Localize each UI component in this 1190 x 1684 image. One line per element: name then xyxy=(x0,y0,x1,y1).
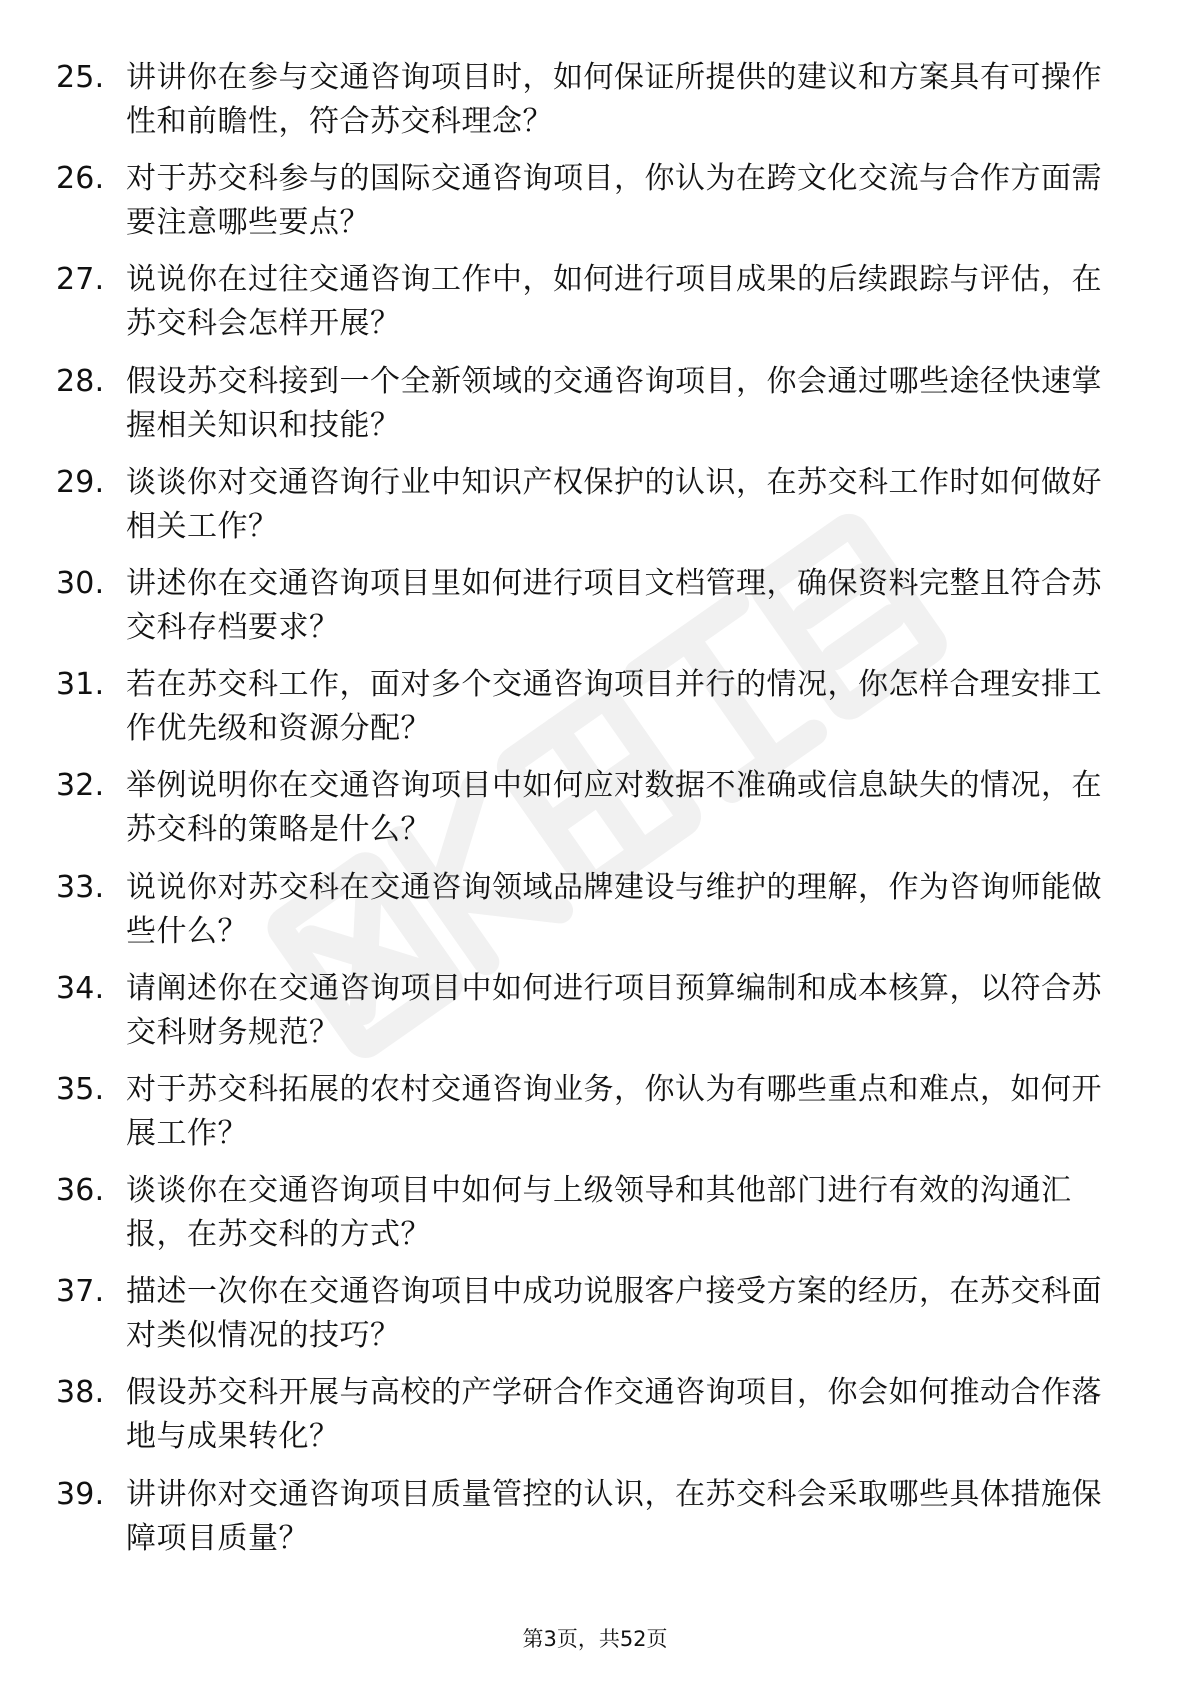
question-text: 假设苏交科接到一个全新领域的交通咨询项目，你会通过哪些途径快速掌握相关知识和技能？ xyxy=(126,363,1102,443)
question-text: 对于苏交科拓展的农村交通咨询业务，你认为有哪些重点和难点，如何开展工作？ xyxy=(126,1071,1102,1151)
question-number: 33. xyxy=(56,869,105,905)
question-text: 对于苏交科参与的国际交通咨询项目，你认为在跨文化交流与合作方面需要注意哪些要点？ xyxy=(126,161,1102,241)
question-text: 请阐述你在交通咨询项目中如何进行项目预算编制和成本核算，以符合苏交科财务规范？ xyxy=(126,970,1102,1050)
question-item xyxy=(56,1473,1136,1567)
question-item xyxy=(56,967,1136,1061)
question-item xyxy=(56,360,1136,454)
question-number: 28. xyxy=(56,363,105,399)
question-number: 30. xyxy=(56,565,105,601)
question-item xyxy=(56,461,1136,555)
question-item xyxy=(56,56,1136,150)
question-text: 讲述你在交通咨询项目里如何进行项目文档管理，确保资料完整且符合苏交科存档要求？ xyxy=(126,565,1102,645)
question-item xyxy=(56,1371,1136,1465)
question-text: 谈谈你在交通咨询项目中如何与上级领导和其他部门进行有效的沟通汇报，在苏交科的方式？ xyxy=(126,1173,1072,1253)
question-number: 29. xyxy=(56,464,105,500)
page-footer xyxy=(0,1625,1190,1653)
question-number: 35. xyxy=(56,1071,105,1107)
question-item xyxy=(56,562,1136,656)
question-number: 31. xyxy=(56,667,105,703)
question-number: 36. xyxy=(56,1173,105,1209)
question-text: 说说你对苏交科在交通咨询领域品牌建设与维护的理解，作为咨询师能做些什么？ xyxy=(126,869,1102,949)
question-number: 39. xyxy=(56,1476,105,1512)
question-text: 描述一次你在交通咨询项目中成功说服客户接受方案的经历，在苏交科面对类似情况的技巧？ xyxy=(126,1274,1102,1354)
question-text: 假设苏交科开展与高校的产学研合作交通咨询项目，你会如何推动合作落地与成果转化？ xyxy=(126,1375,1102,1455)
question-number: 25. xyxy=(56,60,105,95)
question-item xyxy=(56,1068,1136,1162)
question-text: 讲讲你在参与交通咨询项目时，如何保证所提供的建议和方案具有可操作性和前瞻性，符合苏交科理念？ xyxy=(126,60,1102,139)
question-item xyxy=(56,866,1136,960)
question-number: 34. xyxy=(56,970,105,1006)
question-text: 若在苏交科工作，面对多个交通咨询项目并行的情况，你怎样合理安排工作优先级和资源分配？ xyxy=(126,667,1102,747)
question-number: 37. xyxy=(56,1274,105,1310)
question-list xyxy=(56,56,1136,1574)
question-number: 26. xyxy=(56,161,105,197)
question-item xyxy=(56,157,1136,251)
question-text: 谈谈你对交通咨询行业中知识产权保护的认识，在苏交科工作时如何做好相关工作？ xyxy=(126,464,1102,544)
question-item xyxy=(56,764,1136,858)
question-number: 38. xyxy=(56,1375,105,1411)
question-number: 32. xyxy=(56,768,105,804)
question-item xyxy=(56,1169,1136,1263)
question-text: 讲讲你对交通咨询项目质量管控的认识，在苏交科会采取哪些具体措施保障项目质量？ xyxy=(126,1476,1102,1556)
question-number: 27. xyxy=(56,262,105,298)
page-number-label: 第3页，共52页 xyxy=(522,1627,668,1651)
question-text: 说说你在过往交通咨询工作中，如何进行项目成果的后续跟踪与评估，在苏交科会怎样开展？ xyxy=(126,262,1102,342)
question-item xyxy=(56,663,1136,757)
question-item xyxy=(56,258,1136,352)
question-item xyxy=(56,1270,1136,1364)
question-text: 举例说明你在交通咨询项目中如何应对数据不准确或信息缺失的情况，在苏交科的策略是什么？ xyxy=(126,768,1102,848)
